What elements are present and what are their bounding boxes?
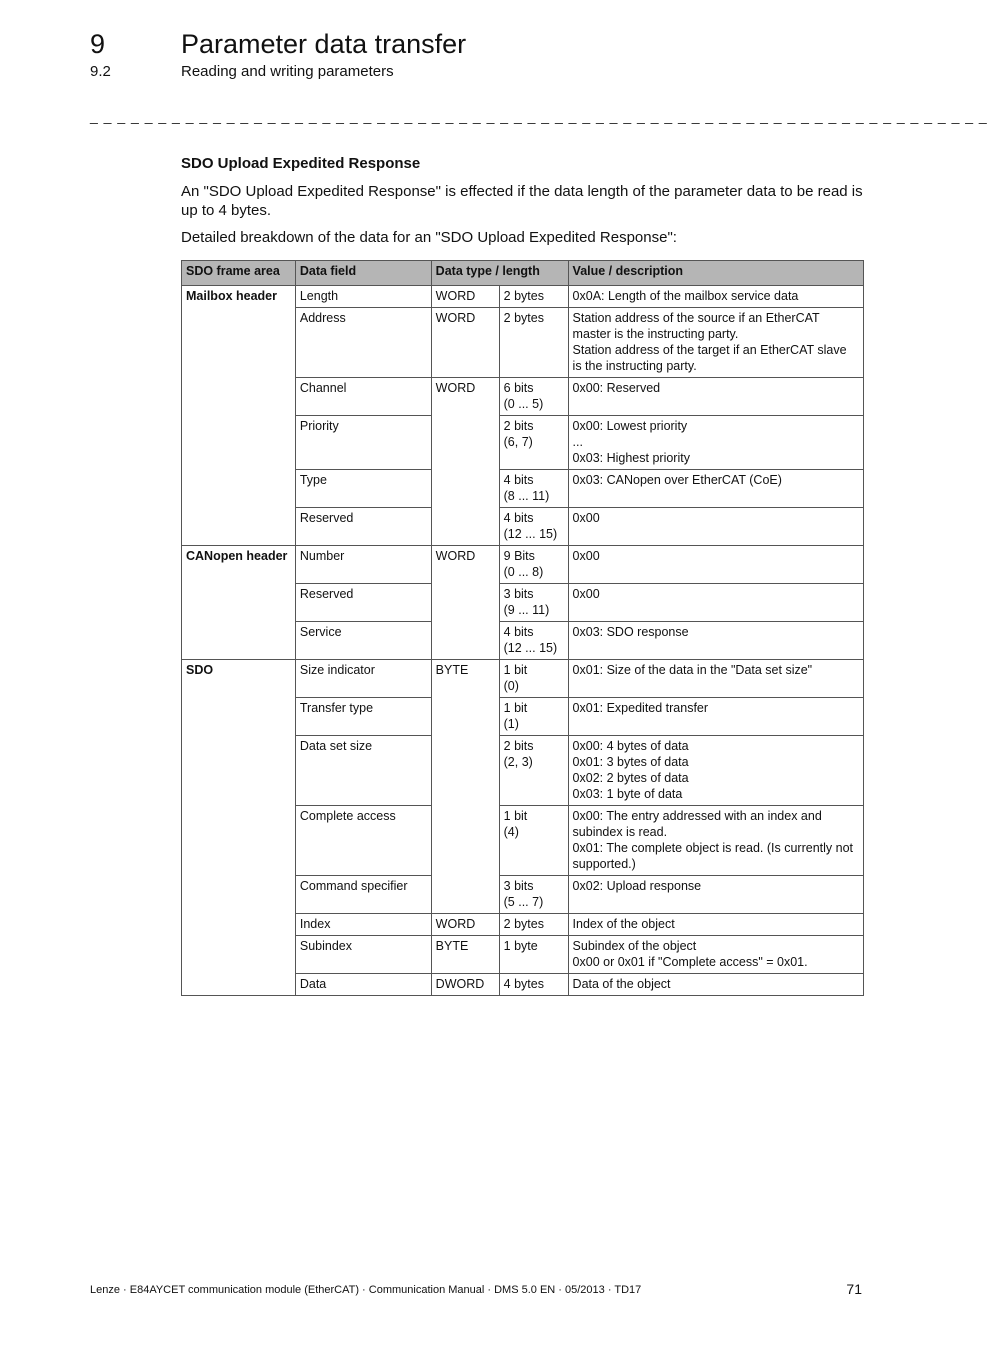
length-line: (6, 7): [503, 435, 533, 449]
length-cell: [499, 308, 568, 378]
field-cell: Type: [295, 470, 431, 508]
header-data-field: Data field: [295, 261, 431, 286]
field-cell: Reserved: [295, 508, 431, 546]
desc-line: 0x00: [572, 587, 600, 601]
desc-line: Station address of the source if an EtherCAT master is the instructing party.: [572, 311, 820, 341]
length-line: 4 bytes: [503, 977, 544, 991]
desc-cell: [568, 936, 863, 974]
desc-cell: [568, 508, 863, 546]
desc-cell: [568, 806, 863, 876]
table-row: [182, 660, 864, 698]
length-line: (12 ... 15): [503, 641, 558, 655]
length-line: (2, 3): [503, 755, 533, 769]
type-cell: WORD: [431, 286, 499, 308]
desc-line: Data of the object: [572, 977, 671, 991]
header-frame-area: SDO frame area: [182, 261, 296, 286]
length-line: 6 bits: [503, 381, 534, 395]
desc-cell: [568, 308, 863, 378]
length-cell: [499, 286, 568, 308]
length-line: (1): [503, 717, 519, 731]
length-line: 3 bits: [503, 879, 534, 893]
area-mailbox-header: Mailbox header: [182, 286, 296, 546]
type-cell: DWORD: [431, 974, 499, 996]
length-cell: [499, 622, 568, 660]
desc-cell: [568, 286, 863, 308]
field-cell: Size indicator: [295, 660, 431, 698]
length-line: (8 ... 11): [503, 489, 550, 503]
length-line: 1 bit: [503, 701, 528, 715]
desc-cell: [568, 416, 863, 470]
desc-line: 0x02: Upload response: [572, 879, 702, 893]
desc-cell: [568, 470, 863, 508]
desc-cell: [568, 378, 863, 416]
type-cell: BYTE: [431, 936, 499, 974]
length-cell: [499, 660, 568, 698]
field-cell: Index: [295, 914, 431, 936]
field-cell: Address: [295, 308, 431, 378]
length-line: 3 bits: [503, 587, 534, 601]
desc-cell: [568, 736, 863, 806]
length-cell: [499, 508, 568, 546]
desc-line: 0x00: The entry addressed with an index and subindex is read.: [572, 809, 822, 839]
desc-line: Index of the object: [572, 917, 675, 931]
sdo-response-table: [181, 260, 864, 996]
desc-line: 0x00: Lowest priority: [572, 419, 688, 433]
length-line: 1 bit: [503, 809, 528, 823]
table-header-row: [182, 261, 864, 286]
chapter-title: Parameter data transfer: [181, 29, 467, 59]
length-cell: [499, 584, 568, 622]
desc-line: 0x00: Reserved: [572, 381, 661, 395]
section-title: Reading and writing parameters: [181, 63, 394, 80]
length-line: 9 Bits: [503, 549, 535, 563]
area-sdo: SDO: [182, 660, 296, 996]
desc-line: 0x03: CANopen over EtherCAT (CoE): [572, 473, 782, 487]
length-line: (0): [503, 679, 519, 693]
field-cell: Data set size: [295, 736, 431, 806]
length-cell: [499, 936, 568, 974]
desc-line: 0x0A: Length of the mailbox service data: [572, 289, 799, 303]
desc-line: 0x01: Size of the data in the "Data set size": [572, 663, 813, 677]
desc-line: 0x01: The complete object is read. (Is currently not supported.): [572, 841, 854, 871]
desc-line: 0x00: [572, 511, 600, 525]
desc-line: Subindex of the object: [572, 939, 697, 953]
desc-line: 0x03: SDO response: [572, 625, 689, 639]
area-canopen-header: CANopen header: [182, 546, 296, 660]
field-cell: Channel: [295, 378, 431, 416]
length-cell: [499, 806, 568, 876]
desc-cell: [568, 876, 863, 914]
length-cell: [499, 974, 568, 996]
length-line: 4 bits: [503, 511, 534, 525]
header-value: Value / description: [568, 261, 863, 286]
chapter-number: 9: [90, 29, 106, 59]
desc-line: ...: [572, 435, 583, 449]
desc-cell: [568, 660, 863, 698]
length-line: 2 bits: [503, 419, 534, 433]
desc-cell: [568, 974, 863, 996]
length-line: (5 ... 7): [503, 895, 544, 909]
desc-cell: [568, 698, 863, 736]
desc-line: 0x02: 2 bytes of data: [572, 771, 689, 785]
length-cell: [499, 876, 568, 914]
field-cell: Service: [295, 622, 431, 660]
length-line: 4 bits: [503, 473, 534, 487]
type-cell: WORD: [431, 546, 499, 660]
length-line: 2 bits: [503, 739, 534, 753]
field-cell: Subindex: [295, 936, 431, 974]
desc-cell: [568, 914, 863, 936]
section-number: 9.2: [90, 63, 111, 80]
field-cell: Transfer type: [295, 698, 431, 736]
length-line: 2 bytes: [503, 311, 544, 325]
length-cell: [499, 914, 568, 936]
length-line: 2 bytes: [503, 917, 544, 931]
length-cell: [499, 470, 568, 508]
header-separator: _ _ _ _ _ _ _ _ _ _ _ _ _ _ _ _ _ _ _ _ _ _ _ _ _ _ _ _ _ _ _ _ _ _ _ _ _ _ _ _ _ _ _ _ _ _ _ _ _ _ _ _ _ _ _ _ _ _ _ _ _ _ _ _ _ _: [90, 108, 988, 124]
desc-line: 0x03: 1 byte of data: [572, 787, 683, 801]
breakdown-paragraph: Detailed breakdown of the data for an "SDO Upload Expedited Response":: [181, 229, 677, 246]
length-cell: [499, 378, 568, 416]
type-cell: BYTE: [431, 660, 499, 914]
type-cell: WORD: [431, 378, 499, 546]
field-cell: Number: [295, 546, 431, 584]
table-row: [182, 546, 864, 584]
desc-line: 0x01: Expedited transfer: [572, 701, 709, 715]
length-line: 1 byte: [503, 939, 538, 953]
length-line: (12 ... 15): [503, 527, 558, 541]
length-line: (9 ... 11): [503, 603, 550, 617]
table-row: [182, 286, 864, 308]
desc-line: 0x00 or 0x01 if "Complete access" = 0x01.: [572, 955, 808, 969]
footer-text: Lenze · E84AYCET communication module (EtherCAT) · Communication Manual · DMS 5.0 EN · 05/2013 · TD17: [90, 1284, 642, 1296]
length-line: (0 ... 8): [503, 565, 544, 579]
length-cell: [499, 416, 568, 470]
length-line: (0 ... 5): [503, 397, 544, 411]
page-number: 71: [846, 1281, 862, 1297]
field-cell: Reserved: [295, 584, 431, 622]
desc-cell: [568, 546, 863, 584]
field-cell: Length: [295, 286, 431, 308]
intro-paragraph: An "SDO Upload Expedited Response" is effected if the data length of the parameter data to be read is up to 4 bytes.: [181, 183, 863, 219]
desc-line: 0x00: 4 bytes of data: [572, 739, 689, 753]
field-cell: Complete access: [295, 806, 431, 876]
length-cell: [499, 736, 568, 806]
type-cell: WORD: [431, 308, 499, 378]
length-cell: [499, 698, 568, 736]
section-heading: SDO Upload Expedited Response: [181, 155, 421, 172]
field-cell: Data: [295, 974, 431, 996]
desc-line: 0x03: Highest priority: [572, 451, 690, 465]
type-cell: WORD: [431, 914, 499, 936]
length-line: (4): [503, 825, 519, 839]
desc-cell: [568, 622, 863, 660]
field-cell: Command specifier: [295, 876, 431, 914]
desc-line: 0x00: [572, 549, 600, 563]
length-line: 1 bit: [503, 663, 528, 677]
field-cell: Priority: [295, 416, 431, 470]
length-cell: [499, 546, 568, 584]
desc-line: Station address of the target if an EtherCAT slave is the instructing party.: [572, 343, 847, 373]
header-data-type: Data type / length: [431, 261, 568, 286]
length-line: 4 bits: [503, 625, 534, 639]
length-line: 2 bytes: [503, 289, 544, 303]
desc-cell: [568, 584, 863, 622]
desc-line: 0x01: 3 bytes of data: [572, 755, 689, 769]
